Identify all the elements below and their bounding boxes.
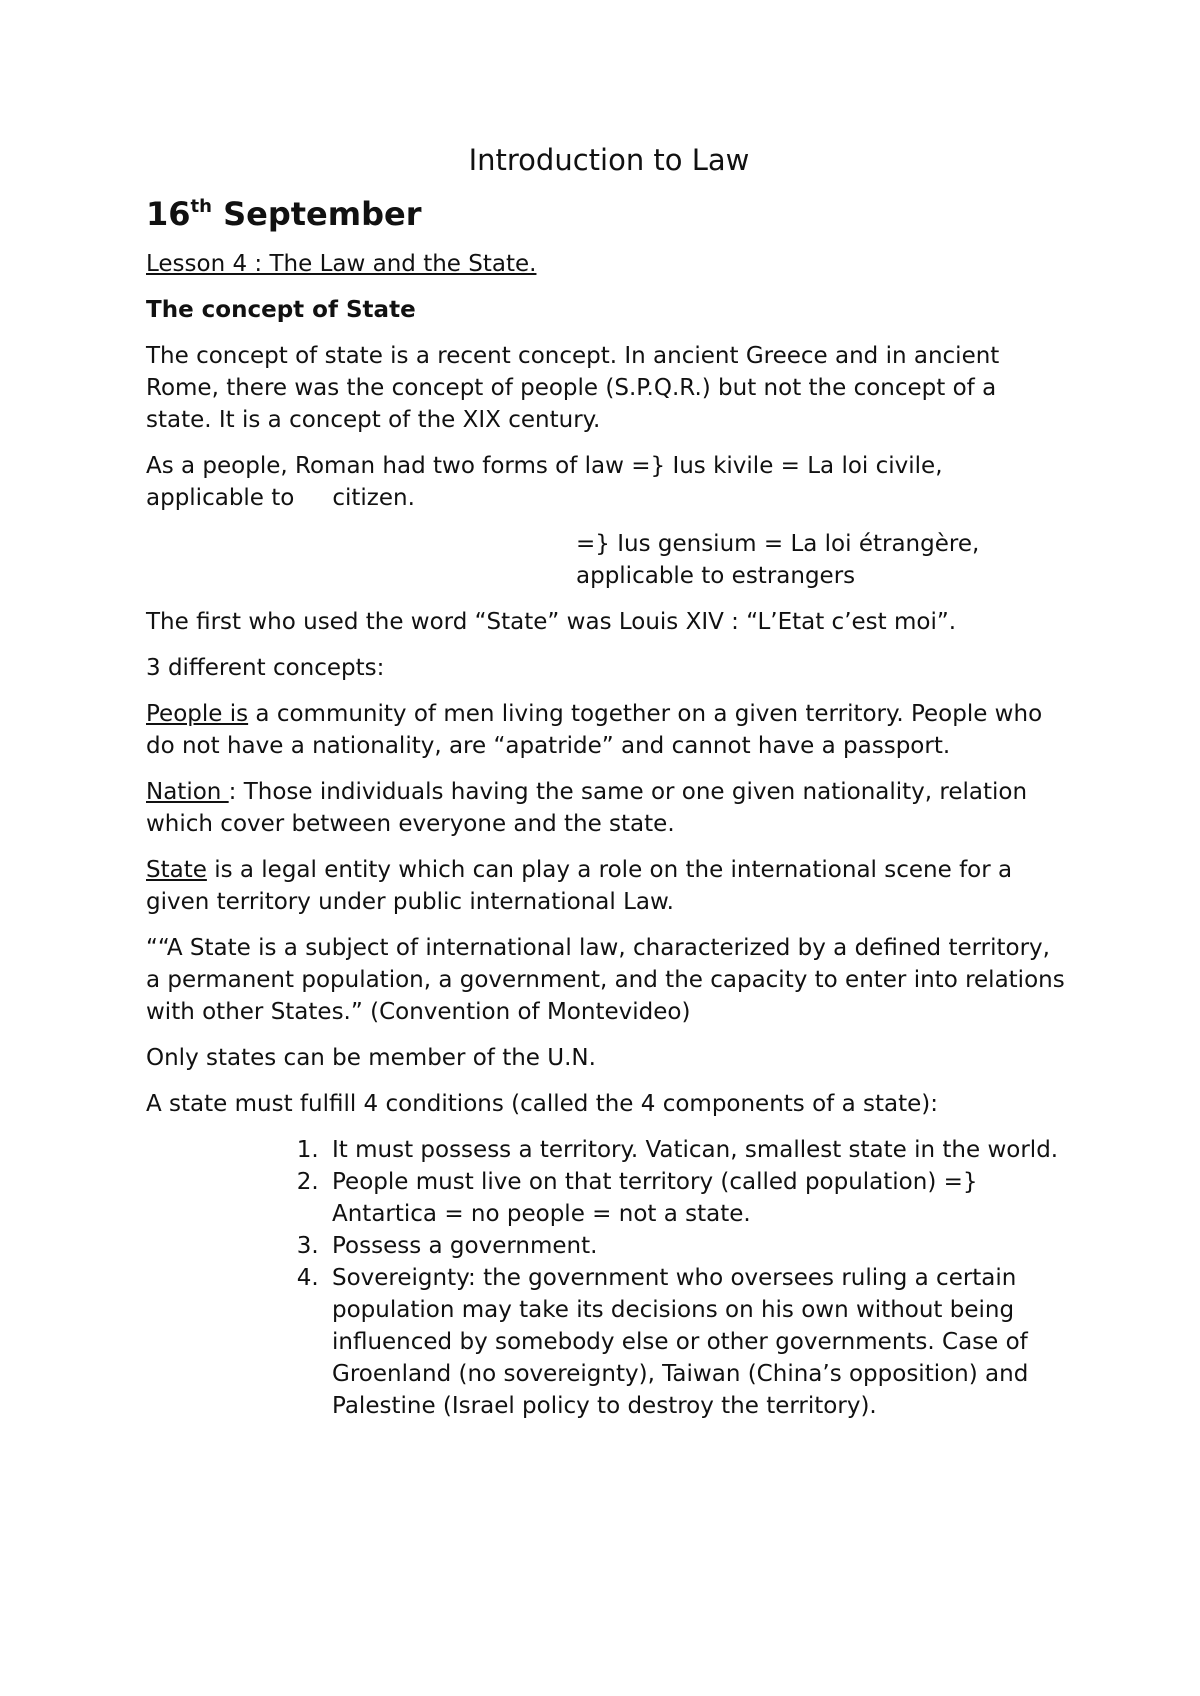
term-people: People is: [146, 701, 249, 727]
term-nation: Nation: [146, 779, 229, 805]
paragraph-conditions: A state must fulfill 4 conditions (called the 4 components of a state):: [146, 1091, 938, 1117]
definition-state-text: is a legal entity which can play a role on the international scene for a given territory under public international Law.: [146, 857, 1013, 915]
montevideo-quote: ““A State is a subject of international law, characterized by a defined territory, a permanent population, a government, and the capacity to enter into relations with other States.” (Convention of Montevideo): [146, 935, 1065, 1025]
definition-people-text: a community of men living together on a given territory. People who do not have a nationality, are “apatride” and cannot have a passport.: [146, 701, 1043, 759]
roman-law-text: As a people, Roman had two forms of law =} Ius kivile = La loi civile, applicable to: [146, 453, 943, 511]
date-heading: [146, 192, 1066, 236]
roman-law-citizen: citizen.: [332, 485, 415, 511]
document-title: Introduction to Law: [468, 143, 750, 177]
date-suffix: th: [190, 196, 212, 217]
document-page: [146, 140, 1066, 1422]
conditions-list: [146, 1134, 1066, 1422]
paragraph-concepts-intro: 3 different concepts:: [146, 655, 385, 681]
date-day: 16: [146, 195, 191, 233]
term-state: State: [146, 857, 207, 883]
lesson-title: Lesson 4 : The Law and the State.: [146, 251, 537, 277]
list-item: 1. It must possess a territory. Vatican, smallest state in the world.: [326, 1134, 1066, 1166]
definition-state: [146, 854, 1066, 918]
paragraph-un: Only states can be member of the U.N.: [146, 1045, 596, 1071]
list-item: 4. Sovereignty: the government who oversees ruling a certain population may take its decisions on his own without being influenced by somebody else or other governments. Case of Groenland (no sovereignty), Taiwan (China’s opposition) and Palestine (Israel policy to destroy the territory).: [326, 1262, 1066, 1422]
paragraph-ius-gensium: =} Ius gensium = La loi étrangère, applicable to estrangers: [576, 531, 980, 589]
paragraph-roman-law: [146, 450, 1066, 514]
definition-nation: [146, 776, 1066, 840]
definition-nation-text: : Those individuals having the same or one given nationality, relation which cover between everyone and the state.: [146, 779, 1028, 837]
section-heading: The concept of State: [146, 297, 416, 323]
list-item: 2. People must live on that territory (called population) =} Antartica = no people = not a state.: [326, 1166, 1066, 1230]
paragraph-state-history: The concept of state is a recent concept. In ancient Greece and in ancient Rome, there was the concept of people (S.P.Q.R.) but not the concept of a state. It is a concept of the XIX century.: [146, 343, 1000, 433]
paragraph-louis-xiv: The first who used the word “State” was Louis XIV : “L’Etat c’est moi”.: [146, 609, 957, 635]
list-item: 3. Possess a government.: [326, 1230, 1066, 1262]
definition-people: [146, 698, 1066, 762]
date-month: September: [223, 195, 422, 233]
